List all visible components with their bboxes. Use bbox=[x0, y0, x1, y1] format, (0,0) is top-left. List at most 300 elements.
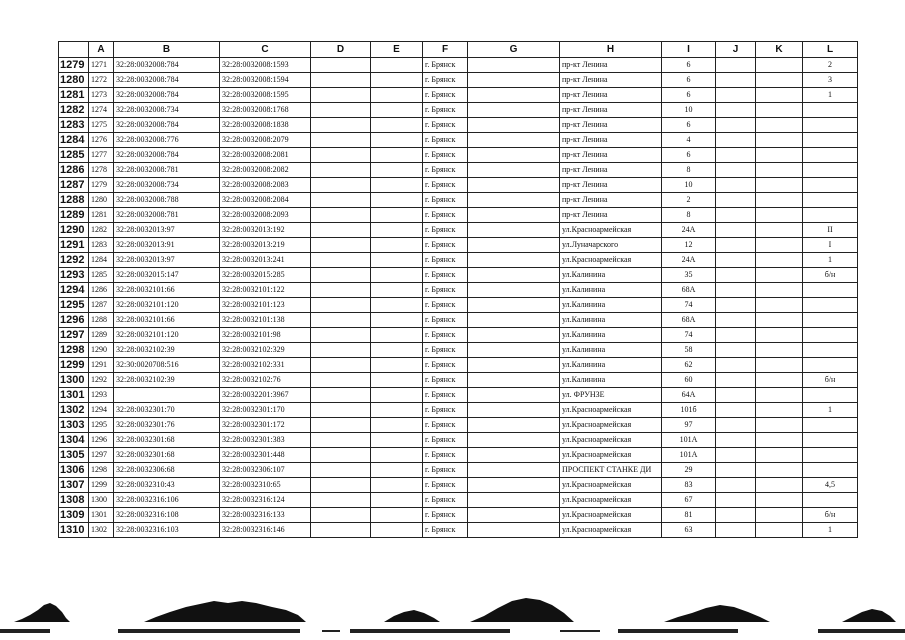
row-number-cell[interactable]: 1291 bbox=[59, 238, 89, 253]
cell-a[interactable]: 1271 bbox=[89, 58, 114, 73]
row-number-cell[interactable]: 1310 bbox=[59, 523, 89, 538]
cell-f[interactable]: г. Брянск bbox=[423, 478, 468, 493]
column-header-f[interactable]: F bbox=[423, 42, 468, 58]
column-header-b[interactable]: B bbox=[114, 42, 220, 58]
cell-l[interactable] bbox=[803, 163, 858, 178]
cell-c[interactable]: 32:28:0032008:1838 bbox=[220, 118, 311, 133]
cell-i[interactable]: 74 bbox=[662, 298, 716, 313]
cell-k[interactable] bbox=[756, 163, 803, 178]
cell-g[interactable] bbox=[468, 268, 560, 283]
cell-e[interactable] bbox=[371, 523, 423, 538]
cell-g[interactable] bbox=[468, 178, 560, 193]
cell-d[interactable] bbox=[311, 118, 371, 133]
cell-b[interactable] bbox=[114, 388, 220, 403]
cell-l[interactable]: б/н bbox=[803, 373, 858, 388]
cell-a[interactable]: 1291 bbox=[89, 358, 114, 373]
cell-i[interactable]: 24А bbox=[662, 253, 716, 268]
cell-h[interactable]: ул.Калинина bbox=[560, 313, 662, 328]
column-header-a[interactable]: A bbox=[89, 42, 114, 58]
cell-h[interactable]: пр-кт Ленина bbox=[560, 103, 662, 118]
cell-g[interactable] bbox=[468, 283, 560, 298]
cell-i[interactable]: 4 bbox=[662, 133, 716, 148]
cell-f[interactable]: г. Брянск bbox=[423, 178, 468, 193]
cell-i[interactable]: 6 bbox=[662, 88, 716, 103]
cell-j[interactable] bbox=[716, 493, 756, 508]
cell-d[interactable] bbox=[311, 478, 371, 493]
cell-j[interactable] bbox=[716, 193, 756, 208]
cell-g[interactable] bbox=[468, 508, 560, 523]
cell-d[interactable] bbox=[311, 328, 371, 343]
cell-f[interactable]: г. Брянск bbox=[423, 283, 468, 298]
cell-j[interactable] bbox=[716, 358, 756, 373]
cell-f[interactable]: г. Брянск bbox=[423, 148, 468, 163]
cell-i[interactable]: 97 bbox=[662, 418, 716, 433]
cell-h[interactable]: пр-кт Ленина bbox=[560, 73, 662, 88]
cell-a[interactable]: 1299 bbox=[89, 478, 114, 493]
row-number-cell[interactable]: 1297 bbox=[59, 328, 89, 343]
cell-h[interactable]: пр-кт Ленина bbox=[560, 88, 662, 103]
cell-d[interactable] bbox=[311, 103, 371, 118]
cell-d[interactable] bbox=[311, 148, 371, 163]
cell-h[interactable]: ул.Красноармейская bbox=[560, 523, 662, 538]
cell-e[interactable] bbox=[371, 313, 423, 328]
cell-g[interactable] bbox=[468, 328, 560, 343]
cell-f[interactable]: г. Брянск bbox=[423, 388, 468, 403]
cell-j[interactable] bbox=[716, 508, 756, 523]
cell-d[interactable] bbox=[311, 508, 371, 523]
cell-i[interactable]: 58 bbox=[662, 343, 716, 358]
cell-e[interactable] bbox=[371, 358, 423, 373]
row-number-cell[interactable]: 1306 bbox=[59, 463, 89, 478]
cell-e[interactable] bbox=[371, 433, 423, 448]
cell-g[interactable] bbox=[468, 418, 560, 433]
cell-c[interactable]: 32:28:0032316:146 bbox=[220, 523, 311, 538]
cell-f[interactable]: г. Брянск bbox=[423, 523, 468, 538]
row-number-cell[interactable]: 1294 bbox=[59, 283, 89, 298]
cell-l[interactable] bbox=[803, 133, 858, 148]
cell-b[interactable]: 32:28:0032008:784 bbox=[114, 118, 220, 133]
cell-e[interactable] bbox=[371, 403, 423, 418]
cell-a[interactable]: 1298 bbox=[89, 463, 114, 478]
cell-l[interactable]: I bbox=[803, 238, 858, 253]
cell-h[interactable]: пр-кт Ленина bbox=[560, 58, 662, 73]
cell-d[interactable] bbox=[311, 358, 371, 373]
cell-g[interactable] bbox=[468, 478, 560, 493]
cell-l[interactable] bbox=[803, 388, 858, 403]
cell-c[interactable]: 32:28:0032102:329 bbox=[220, 343, 311, 358]
cell-k[interactable] bbox=[756, 343, 803, 358]
cell-e[interactable] bbox=[371, 388, 423, 403]
cell-d[interactable] bbox=[311, 163, 371, 178]
cell-b[interactable]: 32:28:0032101:120 bbox=[114, 328, 220, 343]
cell-b[interactable]: 32:28:0032316:103 bbox=[114, 523, 220, 538]
cell-c[interactable]: 32:28:0032101:122 bbox=[220, 283, 311, 298]
cell-f[interactable]: г. Брянск bbox=[423, 238, 468, 253]
cell-a[interactable]: 1292 bbox=[89, 373, 114, 388]
cell-e[interactable] bbox=[371, 463, 423, 478]
cell-h[interactable]: ул.Красноармейская bbox=[560, 253, 662, 268]
cell-a[interactable]: 1284 bbox=[89, 253, 114, 268]
cell-k[interactable] bbox=[756, 418, 803, 433]
cell-g[interactable] bbox=[468, 298, 560, 313]
row-number-cell[interactable]: 1283 bbox=[59, 118, 89, 133]
row-number-cell[interactable]: 1307 bbox=[59, 478, 89, 493]
row-number-cell[interactable]: 1280 bbox=[59, 73, 89, 88]
cell-d[interactable] bbox=[311, 178, 371, 193]
row-number-cell[interactable]: 1303 bbox=[59, 418, 89, 433]
cell-b[interactable]: 32:28:0032102:39 bbox=[114, 343, 220, 358]
cell-a[interactable]: 1283 bbox=[89, 238, 114, 253]
cell-h[interactable]: ул.Калинина bbox=[560, 358, 662, 373]
cell-l[interactable] bbox=[803, 433, 858, 448]
cell-h[interactable]: ул.Красноармейская bbox=[560, 418, 662, 433]
cell-b[interactable]: 32:28:0032008:784 bbox=[114, 88, 220, 103]
cell-d[interactable] bbox=[311, 238, 371, 253]
row-number-cell[interactable]: 1298 bbox=[59, 343, 89, 358]
cell-d[interactable] bbox=[311, 298, 371, 313]
cell-b[interactable]: 32:28:0032310:43 bbox=[114, 478, 220, 493]
cell-g[interactable] bbox=[468, 58, 560, 73]
cell-j[interactable] bbox=[716, 418, 756, 433]
cell-e[interactable] bbox=[371, 328, 423, 343]
cell-i[interactable]: 83 bbox=[662, 478, 716, 493]
cell-l[interactable] bbox=[803, 298, 858, 313]
cell-a[interactable]: 1277 bbox=[89, 148, 114, 163]
cell-l[interactable] bbox=[803, 193, 858, 208]
cell-l[interactable] bbox=[803, 148, 858, 163]
cell-a[interactable]: 1282 bbox=[89, 223, 114, 238]
cell-j[interactable] bbox=[716, 253, 756, 268]
cell-h[interactable]: ул.Красноармейская bbox=[560, 403, 662, 418]
cell-k[interactable] bbox=[756, 478, 803, 493]
cell-g[interactable] bbox=[468, 193, 560, 208]
cell-a[interactable]: 1281 bbox=[89, 208, 114, 223]
cell-i[interactable]: 68А bbox=[662, 313, 716, 328]
cell-d[interactable] bbox=[311, 73, 371, 88]
cell-l[interactable]: 1 bbox=[803, 523, 858, 538]
cell-i[interactable]: 10 bbox=[662, 103, 716, 118]
cell-h[interactable]: пр-кт Ленина bbox=[560, 118, 662, 133]
cell-j[interactable] bbox=[716, 403, 756, 418]
cell-f[interactable]: г. Брянск bbox=[423, 313, 468, 328]
cell-a[interactable]: 1297 bbox=[89, 448, 114, 463]
cell-f[interactable]: г. Брянск bbox=[423, 103, 468, 118]
row-number-cell[interactable]: 1286 bbox=[59, 163, 89, 178]
cell-k[interactable] bbox=[756, 313, 803, 328]
cell-e[interactable] bbox=[371, 373, 423, 388]
cell-g[interactable] bbox=[468, 238, 560, 253]
row-number-cell[interactable]: 1302 bbox=[59, 403, 89, 418]
cell-a[interactable]: 1280 bbox=[89, 193, 114, 208]
cell-c[interactable]: 32:28:0032013:241 bbox=[220, 253, 311, 268]
cell-j[interactable] bbox=[716, 208, 756, 223]
cell-i[interactable]: 29 bbox=[662, 463, 716, 478]
cell-j[interactable] bbox=[716, 58, 756, 73]
cell-b[interactable]: 32:28:0032008:776 bbox=[114, 133, 220, 148]
cell-h[interactable]: ул.Калинина bbox=[560, 298, 662, 313]
cell-l[interactable] bbox=[803, 283, 858, 298]
cell-e[interactable] bbox=[371, 508, 423, 523]
cell-b[interactable]: 32:28:0032015:147 bbox=[114, 268, 220, 283]
cell-h[interactable]: ул.Калинина bbox=[560, 268, 662, 283]
cell-i[interactable]: 101А bbox=[662, 448, 716, 463]
cell-i[interactable]: 2 bbox=[662, 193, 716, 208]
cell-l[interactable] bbox=[803, 343, 858, 358]
cell-g[interactable] bbox=[468, 523, 560, 538]
cell-k[interactable] bbox=[756, 373, 803, 388]
cell-j[interactable] bbox=[716, 433, 756, 448]
cell-k[interactable] bbox=[756, 493, 803, 508]
cell-i[interactable]: 6 bbox=[662, 148, 716, 163]
cell-e[interactable] bbox=[371, 163, 423, 178]
cell-g[interactable] bbox=[468, 448, 560, 463]
cell-c[interactable]: 32:28:0032008:2079 bbox=[220, 133, 311, 148]
cell-g[interactable] bbox=[468, 103, 560, 118]
row-number-cell[interactable]: 1309 bbox=[59, 508, 89, 523]
cell-j[interactable] bbox=[716, 148, 756, 163]
cell-k[interactable] bbox=[756, 283, 803, 298]
cell-b[interactable]: 32:28:0032008:788 bbox=[114, 193, 220, 208]
cell-f[interactable]: г. Брянск bbox=[423, 493, 468, 508]
cell-c[interactable]: 32:28:0032316:133 bbox=[220, 508, 311, 523]
cell-i[interactable]: 64А bbox=[662, 388, 716, 403]
cell-g[interactable] bbox=[468, 313, 560, 328]
cell-k[interactable] bbox=[756, 208, 803, 223]
cell-l[interactable] bbox=[803, 118, 858, 133]
cell-f[interactable]: г. Брянск bbox=[423, 58, 468, 73]
cell-a[interactable]: 1288 bbox=[89, 313, 114, 328]
cell-c[interactable]: 32:28:0032301:170 bbox=[220, 403, 311, 418]
cell-j[interactable] bbox=[716, 118, 756, 133]
cell-j[interactable] bbox=[716, 343, 756, 358]
cell-a[interactable]: 1300 bbox=[89, 493, 114, 508]
cell-f[interactable]: г. Брянск bbox=[423, 163, 468, 178]
cell-a[interactable]: 1302 bbox=[89, 523, 114, 538]
row-number-cell[interactable]: 1290 bbox=[59, 223, 89, 238]
cell-k[interactable] bbox=[756, 448, 803, 463]
cell-g[interactable] bbox=[468, 433, 560, 448]
cell-e[interactable] bbox=[371, 73, 423, 88]
cell-g[interactable] bbox=[468, 133, 560, 148]
cell-i[interactable]: 6 bbox=[662, 58, 716, 73]
cell-c[interactable]: 32:28:0032015:285 bbox=[220, 268, 311, 283]
cell-b[interactable]: 32:28:0032008:734 bbox=[114, 178, 220, 193]
cell-f[interactable]: г. Брянск bbox=[423, 433, 468, 448]
row-number-cell[interactable]: 1292 bbox=[59, 253, 89, 268]
cell-l[interactable] bbox=[803, 358, 858, 373]
cell-k[interactable] bbox=[756, 328, 803, 343]
cell-a[interactable]: 1287 bbox=[89, 298, 114, 313]
cell-c[interactable]: 32:28:0032008:1595 bbox=[220, 88, 311, 103]
cell-e[interactable] bbox=[371, 118, 423, 133]
cell-h[interactable]: ул.Красноармейская bbox=[560, 223, 662, 238]
cell-d[interactable] bbox=[311, 388, 371, 403]
cell-i[interactable]: 81 bbox=[662, 508, 716, 523]
cell-d[interactable] bbox=[311, 493, 371, 508]
cell-l[interactable] bbox=[803, 328, 858, 343]
cell-b[interactable]: 32:28:0032316:106 bbox=[114, 493, 220, 508]
cell-l[interactable] bbox=[803, 448, 858, 463]
cell-l[interactable] bbox=[803, 493, 858, 508]
cell-l[interactable]: б/н bbox=[803, 508, 858, 523]
cell-b[interactable]: 32:28:0032101:66 bbox=[114, 313, 220, 328]
cell-e[interactable] bbox=[371, 193, 423, 208]
row-number-cell[interactable]: 1287 bbox=[59, 178, 89, 193]
cell-a[interactable]: 1274 bbox=[89, 103, 114, 118]
cell-e[interactable] bbox=[371, 223, 423, 238]
cell-e[interactable] bbox=[371, 448, 423, 463]
cell-d[interactable] bbox=[311, 403, 371, 418]
cell-k[interactable] bbox=[756, 403, 803, 418]
cell-l[interactable] bbox=[803, 208, 858, 223]
cell-e[interactable] bbox=[371, 343, 423, 358]
cell-h[interactable]: пр-кт Ленина bbox=[560, 163, 662, 178]
column-header-i[interactable]: I bbox=[662, 42, 716, 58]
cell-k[interactable] bbox=[756, 133, 803, 148]
cell-d[interactable] bbox=[311, 208, 371, 223]
cell-i[interactable]: 67 bbox=[662, 493, 716, 508]
cell-d[interactable] bbox=[311, 373, 371, 388]
cell-h[interactable]: ул.Красноармейская bbox=[560, 478, 662, 493]
cell-g[interactable] bbox=[468, 148, 560, 163]
cell-d[interactable] bbox=[311, 58, 371, 73]
cell-e[interactable] bbox=[371, 58, 423, 73]
cell-d[interactable] bbox=[311, 283, 371, 298]
cell-i[interactable]: 6 bbox=[662, 73, 716, 88]
cell-k[interactable] bbox=[756, 73, 803, 88]
cell-i[interactable]: 74 bbox=[662, 328, 716, 343]
cell-a[interactable]: 1273 bbox=[89, 88, 114, 103]
cell-c[interactable]: 32:28:0032102:331 bbox=[220, 358, 311, 373]
cell-f[interactable]: г. Брянск bbox=[423, 223, 468, 238]
cell-d[interactable] bbox=[311, 193, 371, 208]
cell-f[interactable]: г. Брянск bbox=[423, 88, 468, 103]
cell-a[interactable]: 1289 bbox=[89, 328, 114, 343]
column-header-l[interactable]: L bbox=[803, 42, 858, 58]
cell-k[interactable] bbox=[756, 358, 803, 373]
column-header-d[interactable]: D bbox=[311, 42, 371, 58]
cell-h[interactable]: ул.Калинина bbox=[560, 328, 662, 343]
cell-b[interactable]: 32:28:0032008:781 bbox=[114, 163, 220, 178]
cell-a[interactable]: 1279 bbox=[89, 178, 114, 193]
cell-g[interactable] bbox=[468, 253, 560, 268]
cell-g[interactable] bbox=[468, 403, 560, 418]
cell-k[interactable] bbox=[756, 193, 803, 208]
cell-c[interactable]: 32:28:0032306:107 bbox=[220, 463, 311, 478]
cell-a[interactable]: 1290 bbox=[89, 343, 114, 358]
cell-d[interactable] bbox=[311, 343, 371, 358]
row-number-cell[interactable]: 1308 bbox=[59, 493, 89, 508]
cell-g[interactable] bbox=[468, 463, 560, 478]
cell-k[interactable] bbox=[756, 508, 803, 523]
cell-h[interactable]: ул.Калинина bbox=[560, 283, 662, 298]
cell-j[interactable] bbox=[716, 388, 756, 403]
cell-c[interactable]: 32:28:0032310:65 bbox=[220, 478, 311, 493]
cell-j[interactable] bbox=[716, 298, 756, 313]
cell-d[interactable] bbox=[311, 448, 371, 463]
cell-d[interactable] bbox=[311, 433, 371, 448]
cell-h[interactable]: ул.Красноармейская bbox=[560, 493, 662, 508]
cell-j[interactable] bbox=[716, 133, 756, 148]
cell-l[interactable] bbox=[803, 463, 858, 478]
cell-j[interactable] bbox=[716, 463, 756, 478]
cell-h[interactable]: ул.Калинина bbox=[560, 343, 662, 358]
cell-b[interactable]: 32:28:0032301:68 bbox=[114, 433, 220, 448]
cell-i[interactable]: 10 bbox=[662, 178, 716, 193]
cell-k[interactable] bbox=[756, 238, 803, 253]
cell-i[interactable]: 12 bbox=[662, 238, 716, 253]
cell-k[interactable] bbox=[756, 118, 803, 133]
cell-b[interactable]: 32:28:0032306:68 bbox=[114, 463, 220, 478]
cell-d[interactable] bbox=[311, 523, 371, 538]
column-header-h[interactable]: H bbox=[560, 42, 662, 58]
cell-k[interactable] bbox=[756, 88, 803, 103]
cell-i[interactable]: 101б bbox=[662, 403, 716, 418]
cell-e[interactable] bbox=[371, 253, 423, 268]
cell-g[interactable] bbox=[468, 88, 560, 103]
cell-d[interactable] bbox=[311, 268, 371, 283]
cell-b[interactable]: 32:28:0032301:68 bbox=[114, 448, 220, 463]
cell-a[interactable]: 1276 bbox=[89, 133, 114, 148]
cell-f[interactable]: г. Брянск bbox=[423, 343, 468, 358]
cell-b[interactable]: 32:28:0032008:734 bbox=[114, 103, 220, 118]
cell-b[interactable]: 32:28:0032008:781 bbox=[114, 208, 220, 223]
cell-k[interactable] bbox=[756, 223, 803, 238]
cell-c[interactable]: 32:28:0032301:172 bbox=[220, 418, 311, 433]
cell-h[interactable]: пр-кт Ленина bbox=[560, 208, 662, 223]
column-header-c[interactable]: C bbox=[220, 42, 311, 58]
row-number-cell[interactable]: 1304 bbox=[59, 433, 89, 448]
cell-k[interactable] bbox=[756, 103, 803, 118]
cell-e[interactable] bbox=[371, 418, 423, 433]
cell-k[interactable] bbox=[756, 268, 803, 283]
cell-j[interactable] bbox=[716, 268, 756, 283]
cell-b[interactable]: 32:28:0032316:108 bbox=[114, 508, 220, 523]
cell-f[interactable]: г. Брянск bbox=[423, 118, 468, 133]
cell-d[interactable] bbox=[311, 313, 371, 328]
cell-f[interactable]: г. Брянск bbox=[423, 358, 468, 373]
cell-g[interactable] bbox=[468, 223, 560, 238]
cell-l[interactable]: 3 bbox=[803, 73, 858, 88]
cell-h[interactable]: ул.Красноармейская bbox=[560, 508, 662, 523]
cell-l[interactable]: 1 bbox=[803, 403, 858, 418]
column-header-g[interactable]: G bbox=[468, 42, 560, 58]
cell-j[interactable] bbox=[716, 328, 756, 343]
cell-c[interactable]: 32:28:0032008:1594 bbox=[220, 73, 311, 88]
row-number-cell[interactable]: 1285 bbox=[59, 148, 89, 163]
row-number-cell[interactable]: 1281 bbox=[59, 88, 89, 103]
cell-c[interactable]: 32:28:0032101:138 bbox=[220, 313, 311, 328]
row-number-cell[interactable]: 1299 bbox=[59, 358, 89, 373]
cell-f[interactable]: г. Брянск bbox=[423, 463, 468, 478]
cell-k[interactable] bbox=[756, 178, 803, 193]
row-number-cell[interactable]: 1289 bbox=[59, 208, 89, 223]
cell-g[interactable] bbox=[468, 493, 560, 508]
cell-h[interactable]: ул. ФРУНЗЕ bbox=[560, 388, 662, 403]
cell-c[interactable]: 32:28:0032301:448 bbox=[220, 448, 311, 463]
cell-l[interactable] bbox=[803, 103, 858, 118]
cell-a[interactable]: 1285 bbox=[89, 268, 114, 283]
cell-e[interactable] bbox=[371, 178, 423, 193]
cell-j[interactable] bbox=[716, 238, 756, 253]
cell-g[interactable] bbox=[468, 163, 560, 178]
cell-f[interactable]: г. Брянск bbox=[423, 253, 468, 268]
cell-c[interactable]: 32:28:0032008:1768 bbox=[220, 103, 311, 118]
cell-j[interactable] bbox=[716, 313, 756, 328]
cell-d[interactable] bbox=[311, 418, 371, 433]
cell-j[interactable] bbox=[716, 523, 756, 538]
column-header-k[interactable]: K bbox=[756, 42, 803, 58]
